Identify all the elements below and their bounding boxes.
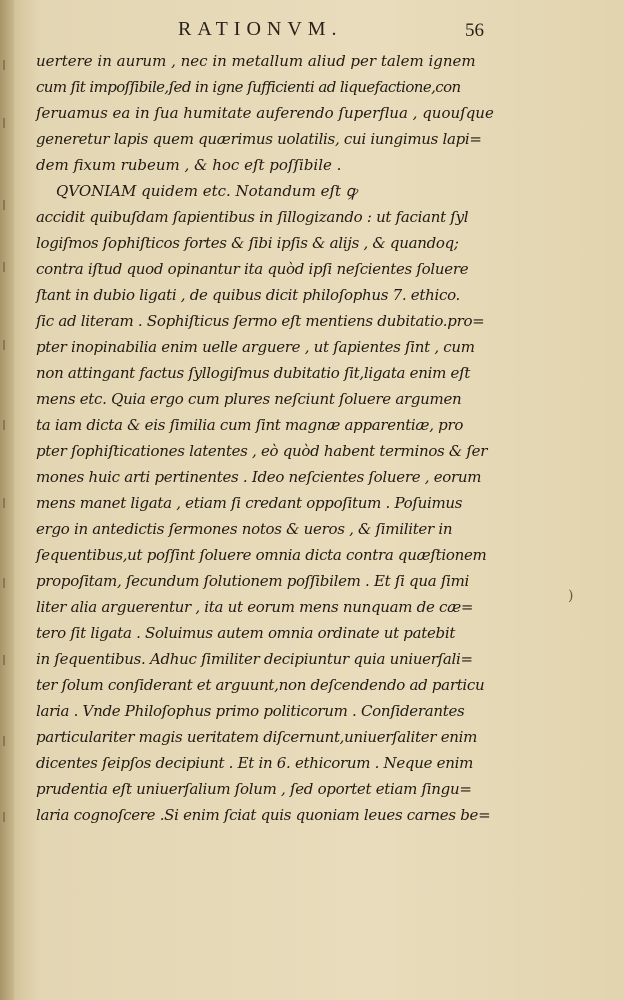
gutter-mark	[3, 118, 9, 128]
text-line: ſic ad literam . Sophiſticus ſermo eſt mentiens dubitatio.pro=	[36, 312, 485, 330]
gutter-mark	[3, 420, 9, 430]
text-line: in ſequentibus. Adhuc ſimiliter decipiuntur quia uniuerſali=	[36, 650, 473, 668]
text-line: ta iam dicta & eis ſimilia cum ſint magnæ apparentiæ, pro	[36, 416, 464, 434]
text-line: contra iſtud quod opinantur ita quòd ipſi neſcientes ſoluere	[36, 260, 469, 278]
text-line: laria cognoſcere .Si enim ſciat quis quoniam leues carnes be=	[36, 806, 491, 824]
text-line: dicentes ſeipſos decipiunt . Et in 6. ethicorum . Neque enim	[36, 754, 473, 772]
gutter-mark	[3, 578, 9, 588]
body-text	[36, 48, 524, 828]
gutter-mark	[3, 655, 9, 665]
text-line: tero ſit ligata . Soluimus autem omnia ordinate ut patebit	[36, 624, 456, 642]
text-line: particulariter magis ueritatem diſcernunt,uniuerſaliter enim	[36, 728, 478, 746]
gutter-mark	[3, 200, 9, 210]
text-line: ergo in antedictis ſermones notos & ueros , & ſimiliter in	[36, 520, 453, 538]
page-number: 56	[465, 20, 484, 41]
section-opening-line: QVONIAM quidem etc. Notandum eſt ꝙ	[56, 182, 358, 200]
text-line: prudentia eſt uniuerſalium ſolum , ſed oportet etiam ſingu=	[36, 780, 472, 798]
text-line: liter alia arguerentur , ita ut eorum mens nunquam de cæ=	[36, 598, 474, 616]
text-line: ter ſolum conſiderant et arguunt,non deſcendendo ad particu	[36, 676, 485, 694]
text-line: accidit quibuſdam ſapientibus in ſillogizando : ut faciant ſyl	[36, 208, 469, 226]
text-line: mens etc. Quia ergo cum plures neſciunt ſoluere argumen	[36, 390, 462, 408]
text-line: logiſmos ſophiſticos fortes & ſibi ipſis & alijs , & quandoq;	[36, 234, 459, 252]
text-line: generetur lapis quem quærimus uolatilis, cui iungimus lapi=	[36, 130, 482, 148]
gutter-mark	[3, 498, 9, 508]
gutter-mark	[3, 812, 9, 822]
text-line: dem fixum rubeum , & hoc eſt poſſibile .	[36, 156, 342, 174]
text-line: non attingant factus ſyllogiſmus dubitatio ſit,ligata enim eſt	[36, 364, 471, 382]
text-line: ſtant in dubio ligati , de quibus dicit philoſophus 7. ethico.	[36, 286, 461, 304]
running-head: RATIONVM.	[178, 18, 343, 40]
text-line: ſeruamus ea in ſua humitate auferendo ſuperflua , quouſque	[36, 104, 494, 122]
margin-mark: )	[568, 588, 574, 604]
gutter-mark	[3, 60, 9, 70]
text-line: mones huic arti pertinentes . Ideo neſcientes ſoluere , eorum	[36, 468, 482, 486]
text-line: cum ſit impoſſibile,ſed in igne ſufficienti ad liquefactione,con	[36, 78, 461, 96]
text-line: mens manet ligata , etiam ſi credant oppoſitum . Poſuimus	[36, 494, 463, 512]
text-line: propoſitam, ſecundum ſolutionem poſſibilem . Et ſi qua ſimi	[36, 572, 469, 590]
text-line: ſequentibus,ut poſſint ſoluere omnia dicta contra quæſtionem	[36, 546, 487, 564]
gutter-mark	[3, 340, 9, 350]
text-line: pter inopinabilia enim uelle arguere , ut ſapientes ſint , cum	[36, 338, 475, 356]
text-line: uertere in aurum , nec in metallum aliud per talem ignem	[36, 52, 476, 70]
gutter-mark	[3, 262, 9, 272]
binding-gutter	[0, 0, 14, 1000]
page-header	[0, 18, 624, 48]
gutter-mark	[3, 736, 9, 746]
text-line: laria . Vnde Philoſophus primo politicorum . Conſiderantes	[36, 702, 465, 720]
text-line: pter ſophiſticationes latentes , eò quòd habent terminos & ſer	[36, 442, 488, 460]
